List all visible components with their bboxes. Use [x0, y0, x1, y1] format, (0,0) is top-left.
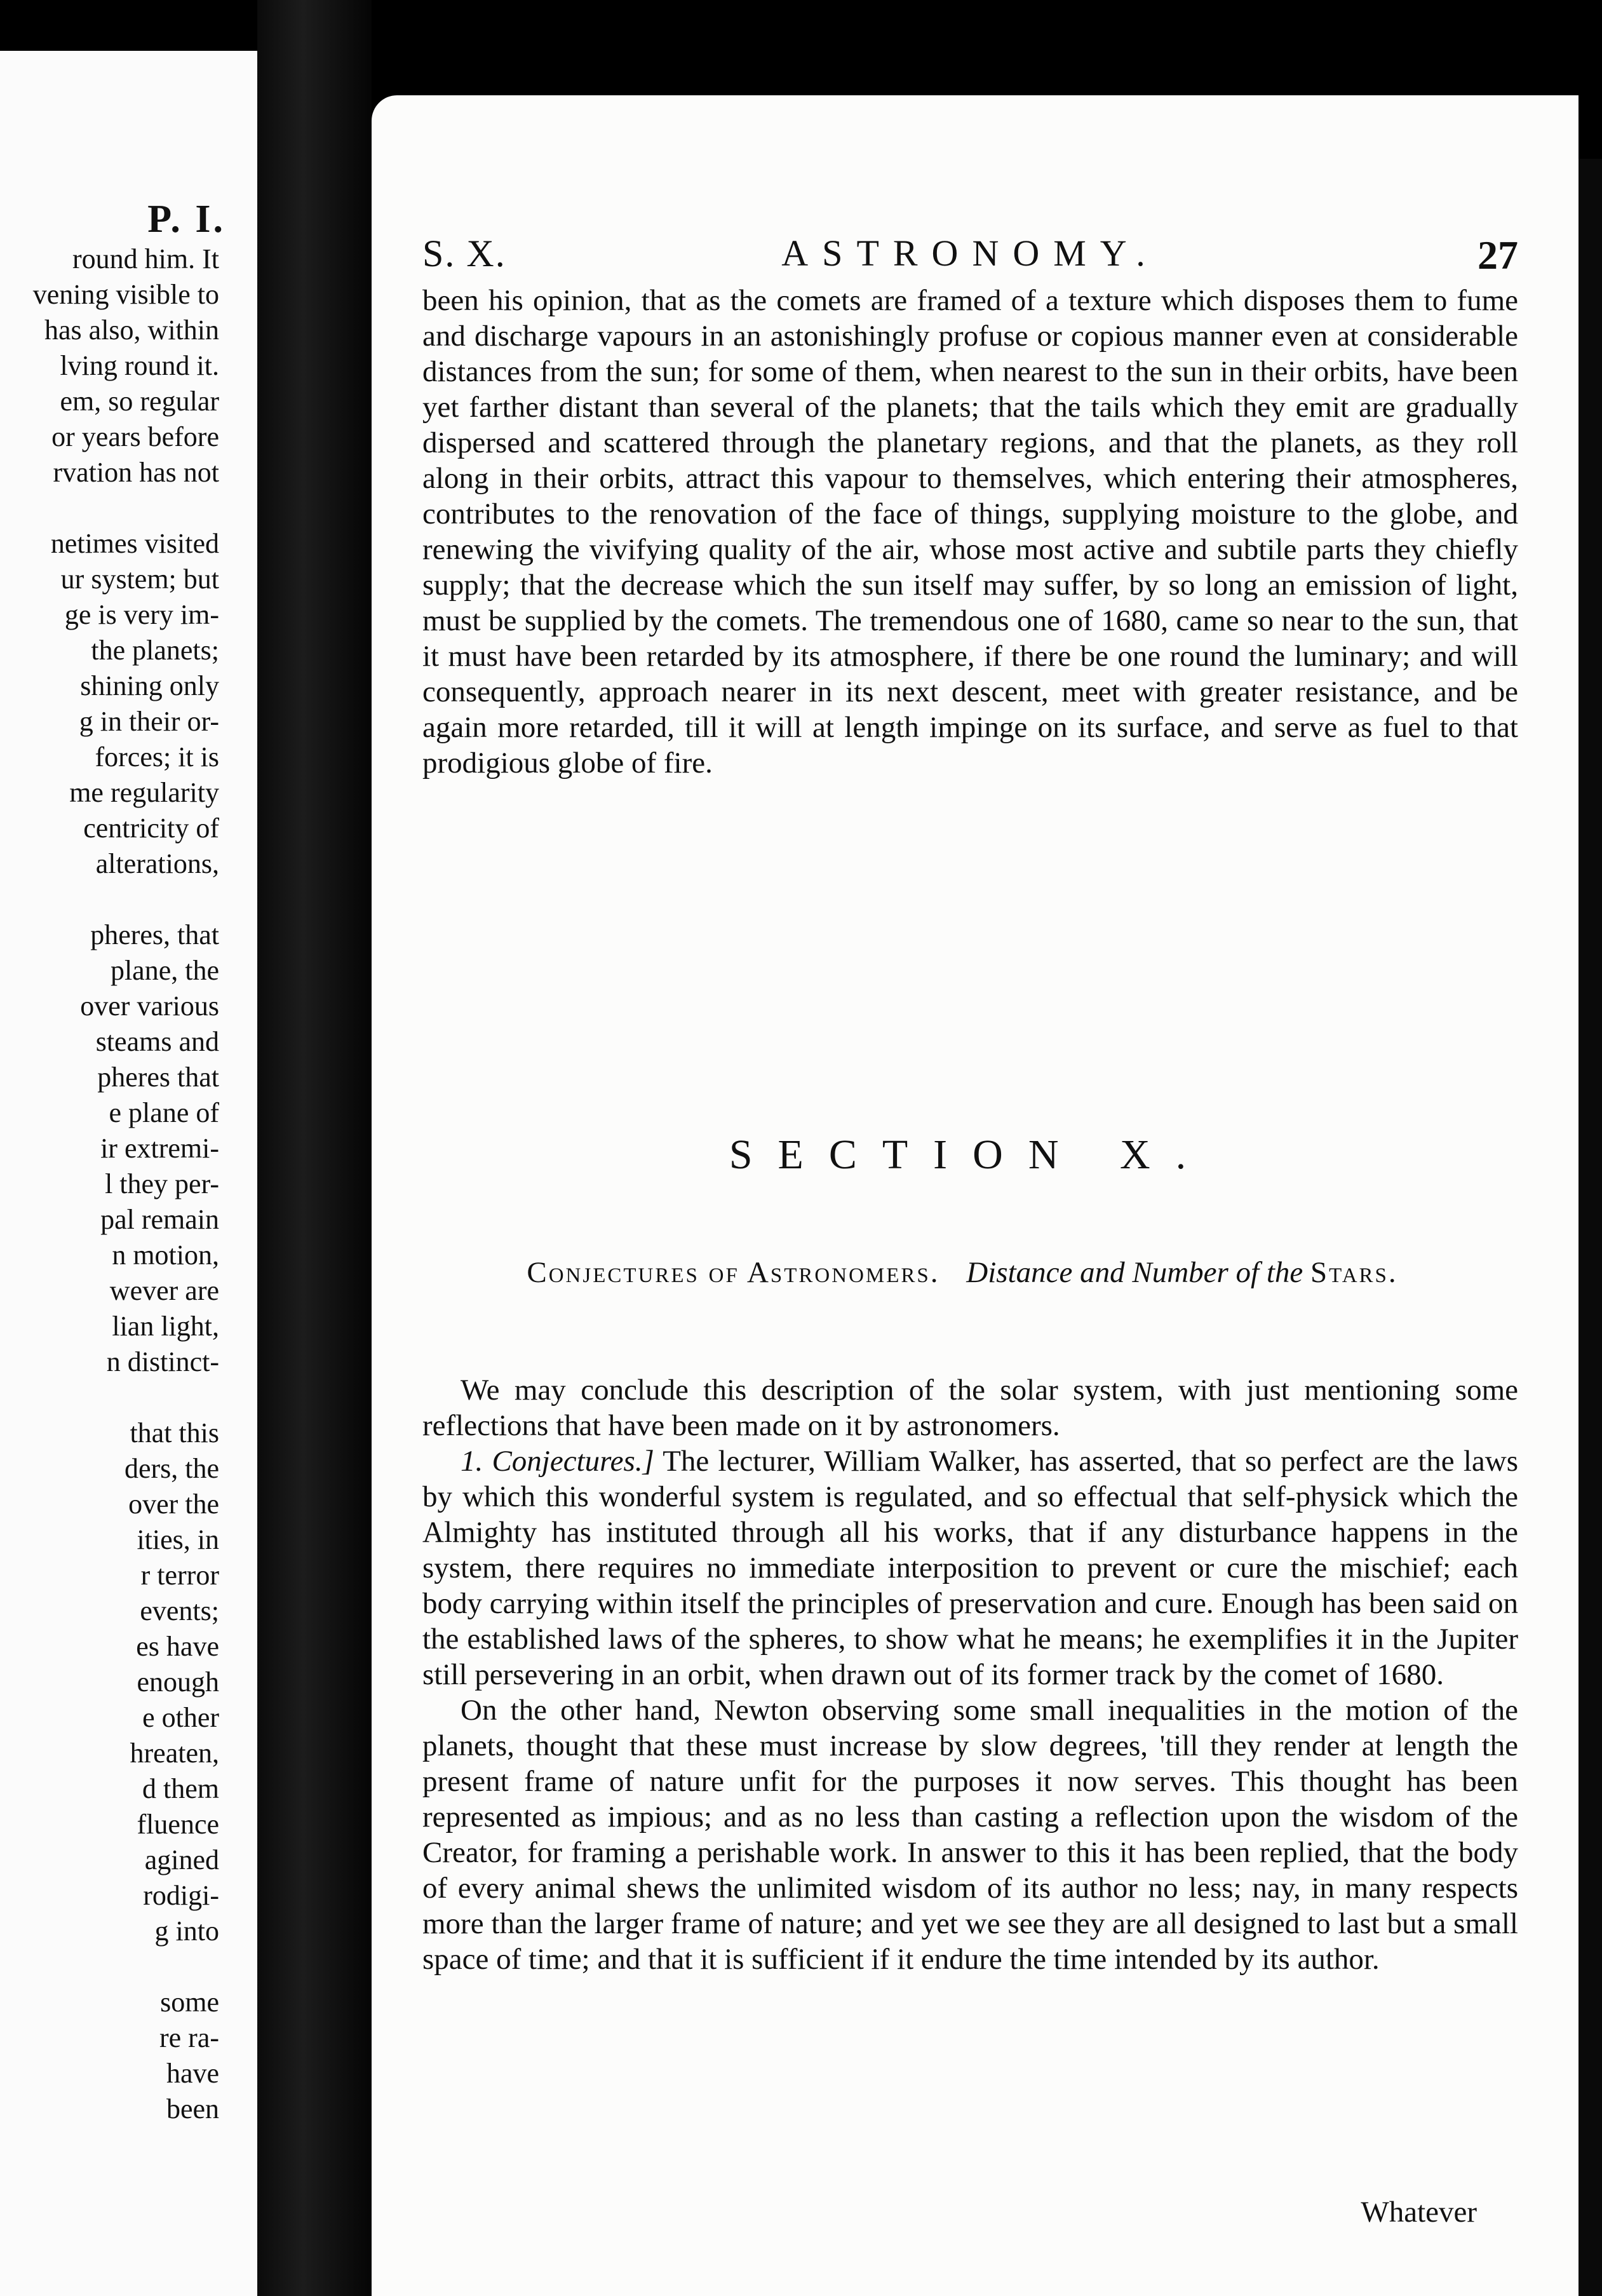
left-page-line: round him. It	[72, 243, 219, 274]
left-page-line: ities, in	[137, 1524, 219, 1555]
left-page-line: g into	[154, 1915, 219, 1947]
newton-paragraph: On the other hand, Newton observing some small inequalities in the motion of the planets, thought that these must increase by slow degrees, 'till they render at length the present frame of nature unfit for the purposes it now serves. This thought has been represented as impious; and as no less than casting a reflection upon the wisdom of the Creator, for framing a perishable work. In answer to this it has been replied, that the body of every animal shews the unlimited wisdom of its author no less; nay, in many respects more than the larger frame of nature; and yet we see they are all designed to last but a small space of time; and that it is sufficient if it endure the time intended by its author.	[422, 1694, 1518, 1976]
left-page-line: pal remain	[100, 1204, 219, 1235]
left-page-line: alterations,	[95, 848, 219, 879]
conjectures-label: 1. Conjectures.]	[461, 1445, 654, 1478]
left-page-line: has also, within	[44, 314, 219, 346]
book-gutter	[257, 0, 372, 2296]
continuation-paragraph: been his opinion, that as the comets are framed of a texture which disposes them to fume and discharge vapours in an astonishingly profuse or copious manner even at considerable distances from the sun; for some of them, when nearest to the sun in their orbits, have been yet farther distant than several of the planets; that the tails which they emit are gradually dispersed and scattered through the planetary regions, and that the planets, as they roll along in their orbits, attract this vapour to themselves, which entering their atmospheres, contributes to the renovation of the face of things, supplying moisture to the globe, and renewing the vivifying quality of the air, whose most active and subtile parts they chiefly supply; that the decrease which the sun itself may suffer, by so long an emission of light, must be supplied by the comets. The tremendous one of 1680, came so near to the sun, that it must have been retarded by its atmosphere, if there be one round the luminary; and will consequently, approach nearer in its next descent, meet with greater resistance, and be again more retarded, till it will at length impinge on its surface, and serve as fuel to that prodigious globe of fire.	[422, 284, 1518, 780]
left-page-line: lian light,	[112, 1311, 219, 1342]
left-page-line: d them	[142, 1773, 219, 1804]
continuation-block	[422, 283, 1518, 781]
catchword: Whatever	[1361, 2196, 1477, 2229]
subheading-end: Stars.	[1310, 1256, 1398, 1289]
left-page-line: pheres, that	[90, 919, 219, 950]
left-page-line: rodigi-	[143, 1880, 219, 1911]
left-page-line: enough	[137, 1666, 219, 1698]
page-edge-shadow	[1578, 159, 1602, 2296]
left-page-line: l they per-	[105, 1168, 219, 1199]
left-page-line: or years before	[51, 421, 219, 452]
left-running-head: P. I.	[147, 198, 225, 241]
left-page-line: ge is very im-	[64, 599, 219, 630]
subheading-italic: Distance and Number of the	[966, 1256, 1303, 1289]
left-page-line: ir extremi-	[100, 1133, 219, 1164]
left-page-line	[0, 882, 219, 917]
left-page-line: rvation has not	[53, 457, 219, 488]
running-head	[422, 232, 1518, 283]
conjectures-paragraph	[422, 1443, 1518, 1692]
left-page-line: agined	[144, 1844, 219, 1875]
conjectures-text: The lecturer, William Walker, has asserted, that so perfect are the laws by which this wonderful system is regulated, and so effectual that self-physick which the Almighty has instituted through all his works, that if any disturbance happens in the system, there requires no immediate interposition to prevent or cure the mischief; each body carrying within itself the principles of preservation and cure. Enough has been said on the established laws of the spheres, to show what he means; he exemplifies it in the Jupiter still persevering in an orbit, when drawn out of its former track by the comet of 1680.	[422, 1445, 1518, 1691]
left-page-line: wever are	[109, 1275, 219, 1306]
section-body	[422, 1372, 1518, 1977]
left-page-line: that this	[130, 1417, 219, 1449]
left-page-line: e other	[142, 1702, 219, 1733]
left-page-line	[0, 1380, 219, 1415]
left-page-line: es have	[136, 1631, 219, 1662]
left-page-line: over various	[80, 990, 219, 1022]
left-page-line: r terror	[140, 1560, 219, 1591]
left-page-line: been	[166, 2093, 219, 2124]
left-page-line: plane, the	[110, 955, 219, 986]
left-page-line: centricity of	[83, 813, 219, 844]
left-page-line: events;	[140, 1595, 219, 1626]
left-page-line: steams and	[95, 1026, 219, 1057]
left-page-line: netimes visited	[50, 528, 219, 559]
left-page-line: over the	[128, 1489, 219, 1520]
left-page-line: lving round it.	[60, 350, 219, 381]
running-head-title: ASTRONOMY.	[781, 233, 1159, 274]
left-page-line: forces; it is	[95, 741, 219, 773]
left-page-line: hreaten,	[130, 1738, 219, 1769]
section-subheading	[391, 1255, 1534, 1290]
left-page-line: the planets;	[91, 635, 219, 666]
section-heading: SECTION X.	[729, 1131, 1212, 1178]
left-page-lines	[0, 241, 219, 2127]
running-head-section: S. X.	[422, 233, 506, 274]
left-page-line	[0, 490, 219, 526]
left-page-line: e plane of	[109, 1097, 219, 1128]
left-page-line: vening visible to	[32, 279, 219, 310]
left-page-line: ur system; but	[60, 564, 219, 595]
left-page-line: n distinct-	[106, 1346, 219, 1377]
left-page-line: n motion,	[112, 1239, 219, 1271]
book-page	[372, 95, 1578, 2296]
left-page-line: shining only	[80, 670, 219, 701]
left-page-line: g in their or-	[79, 706, 219, 737]
left-page-line: ders, the	[124, 1453, 219, 1484]
left-page-line: have	[166, 2058, 219, 2089]
left-page-line: some	[160, 1987, 219, 2018]
intro-paragraph: We may conclude this description of the solar system, with just mentioning some reflections that have been made on it by astronomers.	[422, 1374, 1518, 1442]
page-number: 27	[1477, 233, 1518, 278]
left-page-line: me regularity	[69, 777, 219, 808]
left-page-line: em, so regular	[60, 386, 219, 417]
left-page-line: pheres that	[97, 1062, 219, 1093]
left-page-line: re ra-	[159, 2022, 219, 2053]
left-page-fragment	[0, 51, 257, 2296]
subheading-roman: Conjectures of Astronomers.	[527, 1256, 940, 1289]
left-page-line	[0, 1949, 219, 1985]
left-page-line: fluence	[137, 1809, 219, 1840]
